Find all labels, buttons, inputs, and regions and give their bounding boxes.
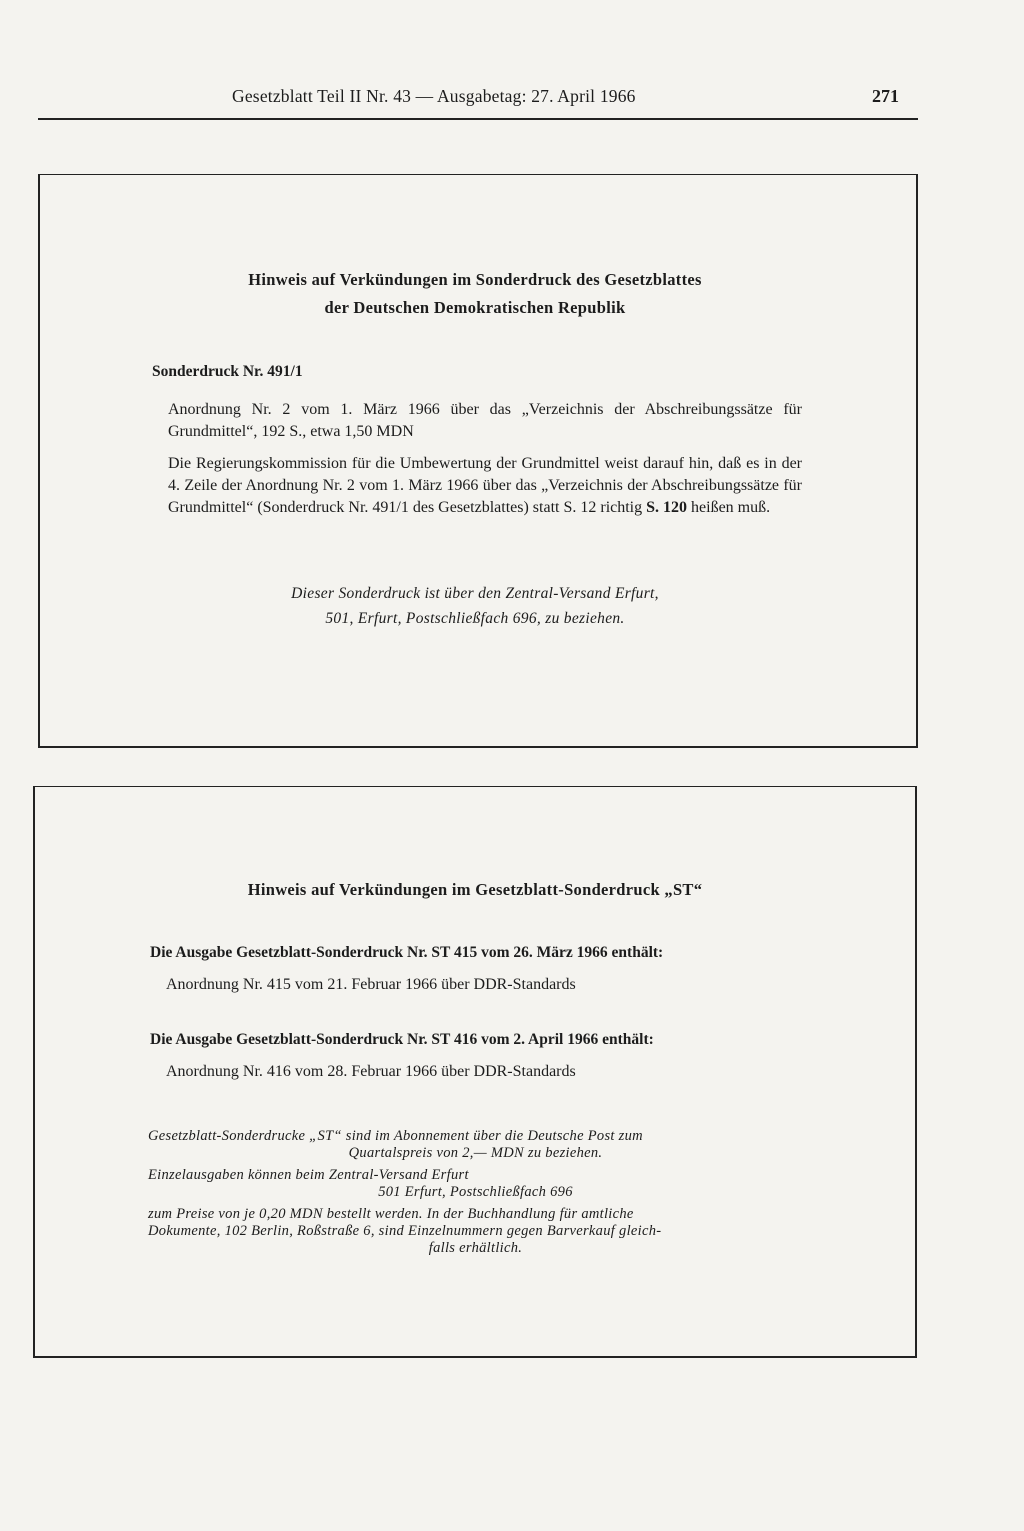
box1-title-line2: der Deutschen Demokratischen Republik xyxy=(324,298,626,317)
subscription-line1: Gesetzblatt-Sonderdrucke „ST“ sind im Abonnement über die Deutsche Post zum xyxy=(148,1128,643,1144)
issue2-entry: Anordnung Nr. 416 vom 28. Februar 1966 über DDR-Standards xyxy=(166,1063,576,1080)
anordnung-entry: Anordnung Nr. 2 vom 1. März 1966 über das „Verzeichnis der Abschreibungssätze für Grundmittel“, 192 S., etwa 1,50 MDN xyxy=(168,401,802,440)
price-line2: Dokumente, 102 Berlin, Roßstraße 6, sind Einzelnummern gegen Barverkauf gleich- xyxy=(148,1223,662,1239)
running-head: Gesetzblatt Teil II Nr. 43 — Ausgabetag: 27. April 1966 xyxy=(232,86,636,106)
issue1-entry: Anordnung Nr. 415 vom 21. Februar 1966 über DDR-Standards xyxy=(166,976,576,993)
box2-title: Hinweis auf Verkündungen im Gesetzblatt-Sonderdruck „ST“ xyxy=(247,880,703,899)
order-info-line2: 501, Erfurt, Postschließfach 696, zu beziehen. xyxy=(325,610,625,627)
single-issue-line2: 501 Erfurt, Postschließfach 696 xyxy=(378,1184,573,1200)
page-number: 271 xyxy=(872,86,899,106)
price-line3: falls erhältlich. xyxy=(428,1240,523,1256)
order-info-line1: Dieser Sonderdruck ist über den Zentral-Versand Erfurt, xyxy=(291,585,659,602)
correction-page-ref: S. 120 xyxy=(646,499,688,516)
correction-text-end: heißen muß. xyxy=(687,499,771,516)
box1-title-line1: Hinweis auf Verkündungen im Sonderdruck des Gesetzblattes xyxy=(248,270,702,289)
section-label: Sonderdruck Nr. 491/1 xyxy=(152,363,303,380)
issue2-heading: Die Ausgabe Gesetzblatt-Sonderdruck Nr. ST 416 vom 2. April 1966 enthält: xyxy=(150,1031,654,1048)
correction-note xyxy=(168,453,802,519)
price-line1: zum Preise von je 0,20 MDN bestellt werden. In der Buchhandlung für amtliche xyxy=(148,1206,634,1222)
subscription-line2: Quartalspreis von 2,— MDN zu beziehen. xyxy=(348,1145,603,1161)
header-rule xyxy=(38,118,918,120)
correction-text-start: Die Regierungskommission für die Umbewertung der Grundmittel weist darauf hin, daß es in der 4. Zeile der Anordnung Nr. 2 vom 1. März 1966 über das „Verzeichnis der Abschreibungssätze für Grundmittel“ (Sonderdruck Nr. 491/1 des Gesetzblattes) statt S. 12 richtig xyxy=(168,455,802,516)
issue1-heading: Die Ausgabe Gesetzblatt-Sonderdruck Nr. ST 415 vom 26. März 1966 enthält: xyxy=(150,944,664,961)
single-issue-line1: Einzelausgaben können beim Zentral-Versand Erfurt xyxy=(148,1167,469,1183)
